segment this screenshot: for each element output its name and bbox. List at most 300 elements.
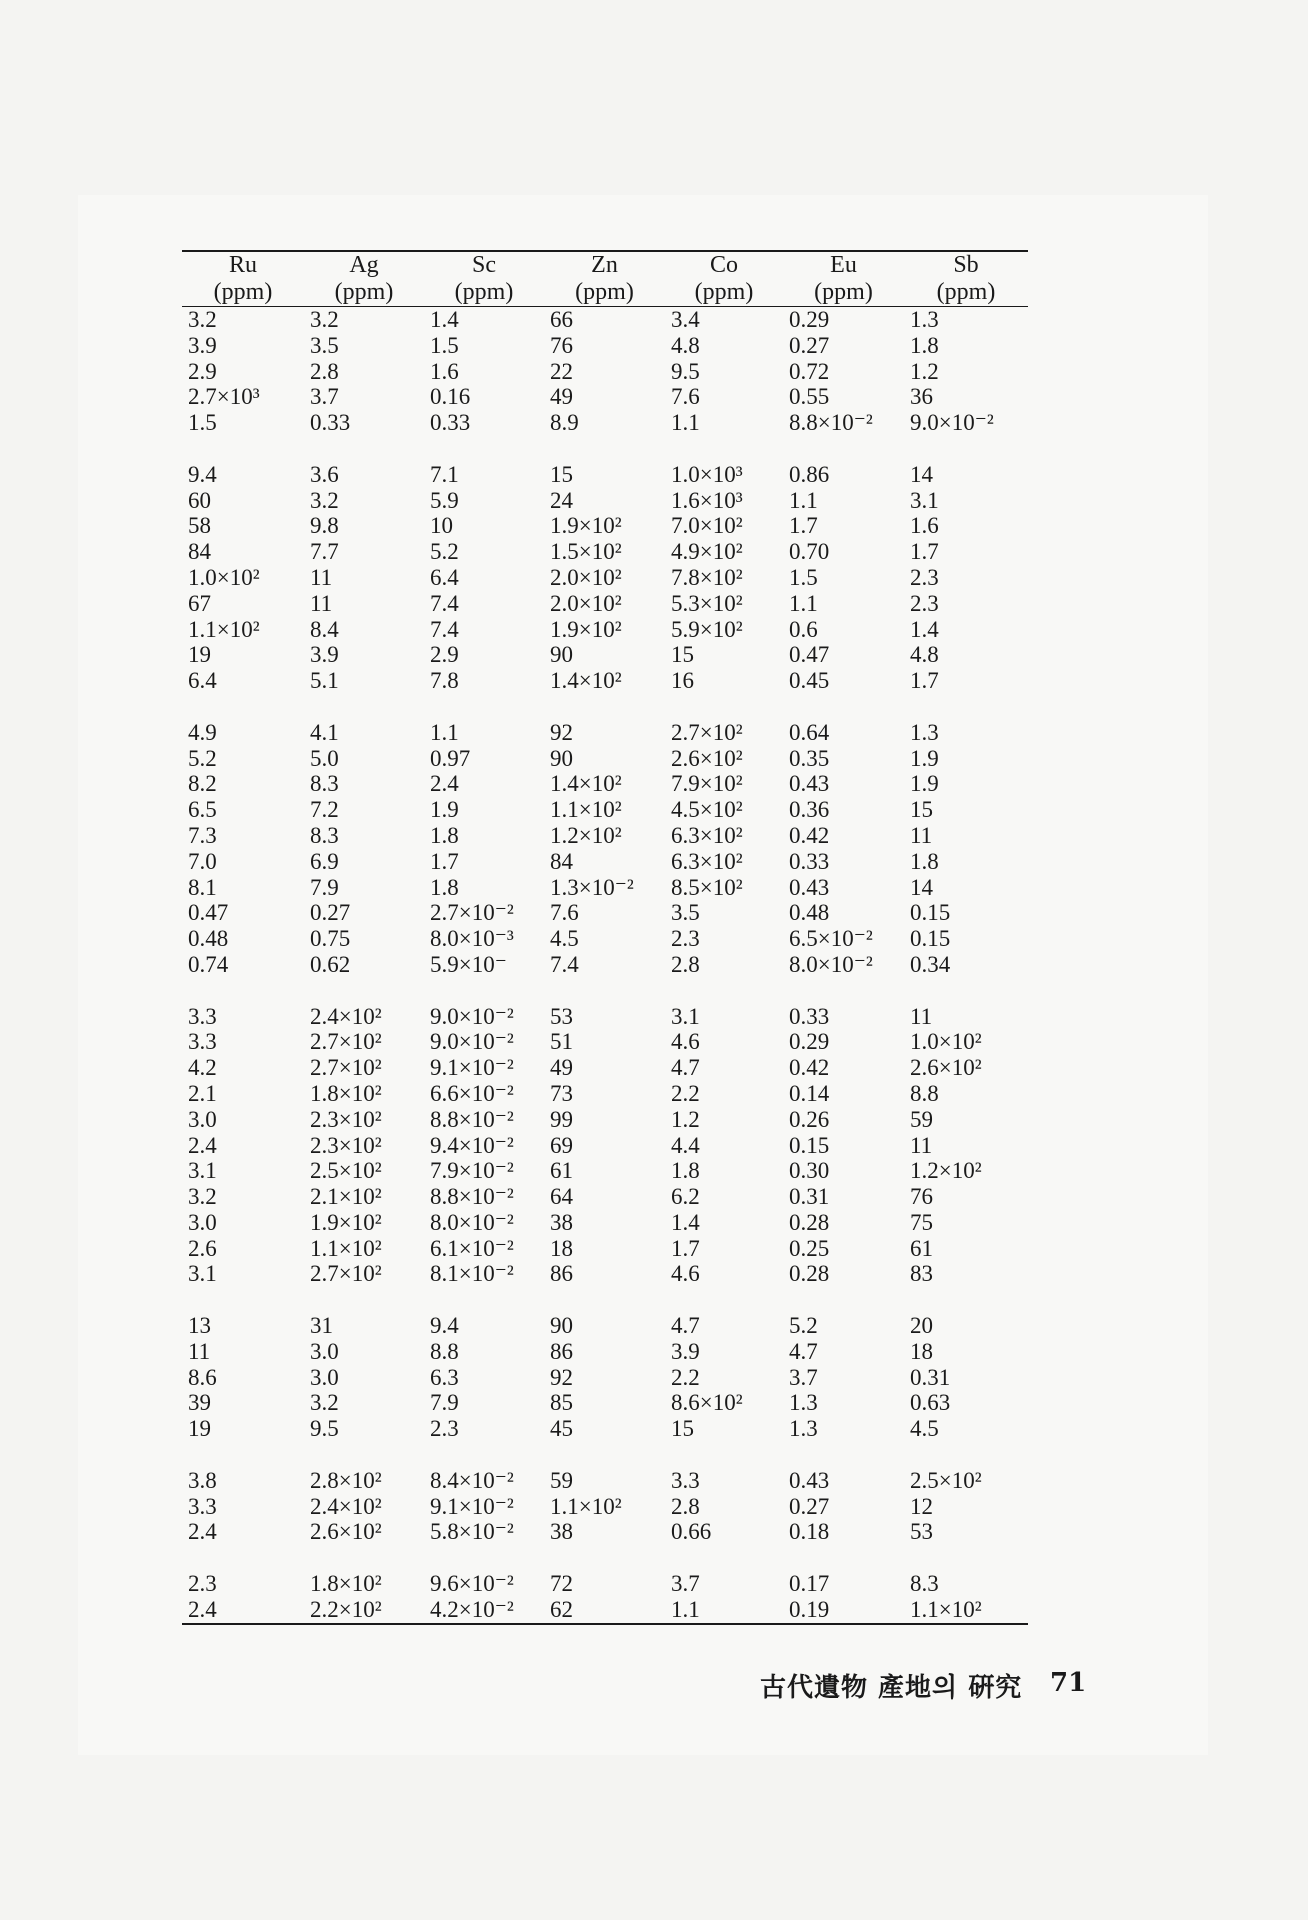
table-cell-zn: 1.9×10²: [550, 616, 622, 642]
table-cell-ag: 2.7×10²: [310, 1261, 382, 1287]
table-cell-co: 4.6: [671, 1261, 700, 1287]
header-names-row: [182, 252, 1028, 279]
table-cell-zn: 1.4×10²: [550, 771, 622, 797]
table-row: [182, 410, 1028, 436]
table-row: [182, 668, 1028, 694]
table-cell-ru: 4.2: [188, 1055, 217, 1081]
table-cell-ag: 3.2: [310, 487, 339, 513]
table-cell-zn: 69: [550, 1132, 573, 1158]
table-cell-sc: 1.4: [430, 307, 459, 332]
table-cell-eu: 0.6: [789, 616, 818, 642]
table-cell-eu: 0.43: [789, 771, 830, 797]
table-row: [182, 462, 1028, 488]
table-cell-sc: 5.8×10⁻²: [430, 1519, 514, 1545]
table-cell-zn: 7.4: [550, 951, 579, 977]
table-cell-ru: 8.6: [188, 1364, 217, 1390]
table-row: [182, 926, 1028, 952]
table-cell-ru: 2.6: [188, 1235, 217, 1261]
table-cell-co: 2.2: [671, 1364, 700, 1390]
table-cell-co: 1.1: [671, 410, 700, 436]
table-cell-sb: 1.3: [910, 719, 939, 745]
table-cell-co: 7.9×10²: [671, 771, 743, 797]
table-row: [182, 384, 1028, 410]
table-cell-co: 8.5×10²: [671, 874, 743, 900]
table-row: [182, 720, 1028, 746]
table-cell-zn: 1.1×10²: [550, 1493, 622, 1519]
table-cell-sb: 1.9: [910, 745, 939, 771]
table-row: [182, 359, 1028, 385]
table-cell-ru: 60: [188, 487, 211, 513]
table-cell-ru: 3.0: [188, 1106, 217, 1132]
table-cell-eu: 0.28: [789, 1209, 830, 1235]
table-cell-sc: 9.0×10⁻²: [430, 1029, 514, 1055]
table-cell-zn: 86: [550, 1261, 573, 1287]
table-cell-co: 6.3×10²: [671, 822, 743, 848]
table-cell-sb: 18: [910, 1338, 933, 1364]
table-cell-ag: 2.4×10²: [310, 1003, 382, 1029]
table-row: [182, 333, 1028, 359]
table-row: [182, 1519, 1028, 1545]
col-header-sc: Sc: [472, 252, 496, 278]
table-cell-sc: 1.8: [430, 822, 459, 848]
table-cell-ru: 4.9: [188, 719, 217, 745]
table-cell-zn: 84: [550, 848, 573, 874]
table-cell-ag: 7.7: [310, 539, 339, 565]
table-cell-eu: 8.8×10⁻²: [789, 410, 873, 436]
table-row: [182, 591, 1028, 617]
table-cell-co: 4.5×10²: [671, 797, 743, 823]
table-cell-co: 3.7: [671, 1571, 700, 1597]
table-cell-zn: 90: [550, 642, 573, 668]
table-cell-co: 3.9: [671, 1338, 700, 1364]
table-cell-zn: 18: [550, 1235, 573, 1261]
table-cell-sc: 6.4: [430, 564, 459, 590]
table-cell-sb: 2.6×10²: [910, 1055, 982, 1081]
table-cell-eu: 0.29: [789, 307, 830, 332]
table-cell-co: 1.8: [671, 1158, 700, 1184]
table-cell-ag: 2.2×10²: [310, 1596, 382, 1622]
table-cell-eu: 0.70: [789, 539, 830, 565]
table-cell-co: 1.0×10³: [671, 461, 743, 487]
spacer-cell: [182, 694, 1028, 720]
table-cell-zn: 92: [550, 1364, 573, 1390]
table-cell-sc: 1.1: [430, 719, 459, 745]
table-cell-sb: 0.15: [910, 900, 951, 926]
table-cell-co: 15: [671, 1416, 694, 1442]
table-cell-sb: 59: [910, 1106, 933, 1132]
table-cell-co: 4.7: [671, 1313, 700, 1339]
table-cell-eu: 0.72: [789, 358, 830, 384]
table-cell-zn: 8.9: [550, 410, 579, 436]
page-number: 71: [1050, 1668, 1087, 1698]
table-cell-eu: 0.14: [789, 1080, 830, 1106]
table-cell-co: 2.8: [671, 1493, 700, 1519]
table-cell-sc: 9.6×10⁻²: [430, 1571, 514, 1597]
table-cell-zn: 45: [550, 1416, 573, 1442]
table-cell-ru: 3.9: [188, 332, 217, 358]
table-cell-ag: 0.62: [310, 951, 351, 977]
table-cell-sb: 0.63: [910, 1390, 951, 1416]
table-cell-ag: 2.5×10²: [310, 1158, 382, 1184]
table-cell-ag: 7.9: [310, 874, 339, 900]
table-row: [182, 1029, 1028, 1055]
table-cell-co: 5.9×10²: [671, 616, 743, 642]
table-cell-sc: 1.8: [430, 874, 459, 900]
table-row: [182, 952, 1028, 978]
table-cell-sc: 5.9×10⁻: [430, 951, 507, 977]
table-cell-zn: 49: [550, 1055, 573, 1081]
table-cell-sc: 1.7: [430, 848, 459, 874]
table-cell-co: 3.4: [671, 307, 700, 332]
table-cell-zn: 2.0×10²: [550, 564, 622, 590]
table-cell-sb: 1.2×10²: [910, 1158, 982, 1184]
table-cell-sc: 8.8×10⁻²: [430, 1106, 514, 1132]
table-cell-sb: 1.9: [910, 771, 939, 797]
table-cell-eu: 1.5: [789, 564, 818, 590]
table-cell-ag: 3.5: [310, 332, 339, 358]
table-cell-co: 4.4: [671, 1132, 700, 1158]
table-cell-sb: 11: [910, 822, 933, 848]
col-header-zn: Zn: [591, 252, 618, 278]
table-cell-sc: 0.97: [430, 745, 471, 771]
table-cell-sb: 1.8: [910, 332, 939, 358]
table-cell-eu: 0.43: [789, 1467, 830, 1493]
table-cell-sc: 1.9: [430, 797, 459, 823]
table-row: [182, 1571, 1028, 1597]
table-cell-sc: 2.4: [430, 771, 459, 797]
table-cell-eu: 0.43: [789, 874, 830, 900]
table-cell-zn: 1.2×10²: [550, 822, 622, 848]
table-cell-sb: 1.4: [910, 616, 939, 642]
group-spacer: [182, 978, 1028, 1004]
spacer-cell: [182, 436, 1028, 462]
table-cell-zn: 1.5×10²: [550, 539, 622, 565]
table-row: [182, 1261, 1028, 1287]
table-cell-ru: 67: [188, 590, 211, 616]
table-cell-eu: 8.0×10⁻²: [789, 951, 873, 977]
table-cell-ru: 1.5: [188, 410, 217, 436]
table-cell-ag: 2.7×10²: [310, 1055, 382, 1081]
table-cell-co: 9.5: [671, 358, 700, 384]
table-cell-ru: 3.8: [188, 1467, 217, 1493]
table-cell-co: 2.6×10²: [671, 745, 743, 771]
table-cell-ru: 3.0: [188, 1209, 217, 1235]
table-cell-ag: 2.4×10²: [310, 1493, 382, 1519]
table-cell-zn: 61: [550, 1158, 573, 1184]
table-cell-zn: 72: [550, 1571, 573, 1597]
table-cell-eu: 0.25: [789, 1235, 830, 1261]
table-row: [182, 1210, 1028, 1236]
table-cell-sc: 8.4×10⁻²: [430, 1467, 514, 1493]
table-cell-co: 2.8: [671, 951, 700, 977]
table-cell-ag: 8.4: [310, 616, 339, 642]
table-cell-co: 5.3×10²: [671, 590, 743, 616]
table-cell-sc: 1.6: [430, 358, 459, 384]
table-cell-zn: 4.5: [550, 926, 579, 952]
table-cell-ag: 7.2: [310, 797, 339, 823]
table-cell-ru: 3.3: [188, 1003, 217, 1029]
table-cell-sc: 2.7×10⁻²: [430, 900, 514, 926]
table-cell-ag: 4.1: [310, 719, 339, 745]
table-row: [182, 1313, 1028, 1339]
table-cell-sb: 1.3: [910, 307, 939, 332]
table-cell-ag: 11: [310, 564, 333, 590]
table-body: [182, 307, 1028, 1623]
table-cell-co: 1.7: [671, 1235, 700, 1261]
table-cell-sc: 8.8×10⁻²: [430, 1184, 514, 1210]
table-cell-zn: 62: [550, 1596, 573, 1622]
table-cell-zn: 49: [550, 384, 573, 410]
table-row: [182, 1158, 1028, 1184]
table-cell-ag: 3.0: [310, 1338, 339, 1364]
table-row: [182, 746, 1028, 772]
table-cell-sb: 0.34: [910, 951, 951, 977]
table-row: [182, 1597, 1028, 1623]
table-cell-ru: 3.1: [188, 1158, 217, 1184]
running-title: 古代遺物 產地의 硏究: [760, 1673, 1023, 1703]
table-cell-sb: 14: [910, 461, 933, 487]
table-cell-ag: 1.1×10²: [310, 1235, 382, 1261]
table-row: [182, 1416, 1028, 1442]
table-cell-sb: 11: [910, 1132, 933, 1158]
table-cell-co: 6.2: [671, 1184, 700, 1210]
table-cell-zn: 1.3×10⁻²: [550, 874, 634, 900]
table-cell-sc: 8.1×10⁻²: [430, 1261, 514, 1287]
col-unit-sb: (ppm): [936, 279, 996, 305]
table-cell-ag: 8.3: [310, 822, 339, 848]
table-cell-sb: 1.2: [910, 358, 939, 384]
table-cell-eu: 0.27: [789, 332, 830, 358]
table-cell-sc: 7.4: [430, 590, 459, 616]
table-cell-ru: 2.4: [188, 1519, 217, 1545]
table-cell-sb: 20: [910, 1313, 933, 1339]
table-cell-zn: 66: [550, 307, 573, 332]
table-cell-ag: 3.2: [310, 307, 339, 332]
table-cell-zn: 38: [550, 1519, 573, 1545]
table-cell-eu: 1.3: [789, 1390, 818, 1416]
table-cell-ru: 2.7×10³: [188, 384, 260, 410]
table-cell-sb: 0.15: [910, 926, 951, 952]
table-cell-co: 1.6×10³: [671, 487, 743, 513]
table-cell-ag: 1.8×10²: [310, 1080, 382, 1106]
table-row: [182, 1081, 1028, 1107]
table-cell-zn: 15: [550, 461, 573, 487]
table-cell-ag: 2.3×10²: [310, 1106, 382, 1132]
data-table: [182, 252, 1028, 306]
table-cell-ag: 2.8: [310, 358, 339, 384]
table-cell-ru: 58: [188, 513, 211, 539]
table-cell-zn: 2.0×10²: [550, 590, 622, 616]
table-cell-ag: 9.8: [310, 513, 339, 539]
table-cell-ru: 19: [188, 1416, 211, 1442]
table-cell-sb: 1.7: [910, 539, 939, 565]
table-cell-ag: 3.0: [310, 1364, 339, 1390]
table-cell-co: 16: [671, 668, 694, 694]
col-unit-eu: (ppm): [814, 279, 873, 305]
table-cell-co: 8.6×10²: [671, 1390, 743, 1416]
table-cell-sc: 7.9×10⁻²: [430, 1158, 514, 1184]
table-cell-sb: 0.31: [910, 1364, 951, 1390]
table-cell-sc: 10: [430, 513, 453, 539]
table-cell-sb: 8.3: [910, 1571, 939, 1597]
table-cell-co: 3.3: [671, 1467, 700, 1493]
table-cell-sb: 3.1: [910, 487, 939, 513]
table-cell-co: 2.3: [671, 926, 700, 952]
table-row: [182, 488, 1028, 514]
table-cell-sc: 9.4×10⁻²: [430, 1132, 514, 1158]
table-header: [182, 252, 1028, 306]
table-cell-zn: 90: [550, 745, 573, 771]
table-cell-sc: 7.4: [430, 616, 459, 642]
table-cell-eu: 3.7: [789, 1364, 818, 1390]
table-cell-sb: 1.8: [910, 848, 939, 874]
table-cell-eu: 0.30: [789, 1158, 830, 1184]
table-row: [182, 617, 1028, 643]
table-cell-ru: 8.2: [188, 771, 217, 797]
element-concentration-table: [182, 250, 1028, 1625]
table-cell-zn: 38: [550, 1209, 573, 1235]
table-cell-sc: 1.5: [430, 332, 459, 358]
table-cell-zn: 24: [550, 487, 573, 513]
table-cell-sb: 15: [910, 797, 933, 823]
table-cell-sc: 7.1: [430, 461, 459, 487]
table-cell-ru: 6.5: [188, 797, 217, 823]
table-cell-ru: 1.1×10²: [188, 616, 260, 642]
data-table-body: [182, 307, 1028, 1623]
table-cell-ru: 7.0: [188, 848, 217, 874]
table-cell-ag: 2.6×10²: [310, 1519, 382, 1545]
group-spacer: [182, 694, 1028, 720]
bottom-rule: [182, 1623, 1028, 1625]
table-cell-ag: 3.7: [310, 384, 339, 410]
table-cell-sc: 0.33: [430, 410, 471, 436]
table-cell-sb: 1.6: [910, 513, 939, 539]
table-cell-ag: 5.0: [310, 745, 339, 771]
table-cell-sb: 36: [910, 384, 933, 410]
table-cell-co: 4.9×10²: [671, 539, 743, 565]
table-cell-sc: 6.1×10⁻²: [430, 1235, 514, 1261]
table-cell-eu: 0.19: [789, 1596, 830, 1622]
table-cell-sc: 9.4: [430, 1313, 459, 1339]
spacer-cell: [182, 1545, 1028, 1571]
table-cell-ru: 84: [188, 539, 211, 565]
group-spacer: [182, 1545, 1028, 1571]
table-cell-eu: 0.55: [789, 384, 830, 410]
col-header-co: Co: [709, 252, 738, 278]
table-cell-sc: 8.0×10⁻³: [430, 926, 514, 952]
table-cell-eu: 1.1: [789, 590, 818, 616]
table-cell-sc: 5.2: [430, 539, 459, 565]
table-row: [182, 1365, 1028, 1391]
table-cell-eu: 0.15: [789, 1132, 830, 1158]
table-cell-sc: 9.1×10⁻²: [430, 1493, 514, 1519]
table-cell-ru: 0.74: [188, 951, 229, 977]
table-cell-sb: 2.5×10²: [910, 1467, 982, 1493]
table-cell-zn: 1.9×10²: [550, 513, 622, 539]
col-unit-ag: (ppm): [334, 279, 394, 305]
table-cell-zn: 7.6: [550, 900, 579, 926]
table-cell-zn: 59: [550, 1467, 573, 1493]
table-cell-sc: 4.2×10⁻²: [430, 1596, 514, 1622]
table-cell-zn: 53: [550, 1003, 573, 1029]
table-cell-zn: 92: [550, 719, 573, 745]
table-cell-sc: 7.9: [430, 1390, 459, 1416]
col-unit-co: (ppm): [694, 279, 754, 305]
table-row: [182, 900, 1028, 926]
table-cell-sb: 75: [910, 1209, 933, 1235]
table-cell-eu: 1.7: [789, 513, 818, 539]
table-cell-ag: 2.7×10²: [310, 1029, 382, 1055]
table-cell-eu: 1.1: [789, 487, 818, 513]
table-cell-eu: 0.31: [789, 1184, 830, 1210]
table-cell-ru: 0.48: [188, 926, 229, 952]
table-cell-ag: 5.1: [310, 668, 339, 694]
table-cell-sb: 1.7: [910, 668, 939, 694]
table-row: [182, 1468, 1028, 1494]
table-cell-ru: 2.1: [188, 1080, 217, 1106]
table-cell-ru: 8.1: [188, 874, 217, 900]
table-cell-ag: 0.33: [310, 410, 351, 436]
table-cell-eu: 0.36: [789, 797, 830, 823]
table-row: [182, 849, 1028, 875]
table-cell-ag: 9.5: [310, 1416, 339, 1442]
table-cell-co: 4.8: [671, 332, 700, 358]
table-row: [182, 1004, 1028, 1030]
spacer-cell: [182, 1442, 1028, 1468]
table-cell-sc: 6.3: [430, 1364, 459, 1390]
table-cell-eu: 1.3: [789, 1416, 818, 1442]
table-cell-sc: 0.16: [430, 384, 471, 410]
table-cell-co: 7.6: [671, 384, 700, 410]
table-cell-ag: 1.8×10²: [310, 1571, 382, 1597]
table-cell-sc: 8.8: [430, 1338, 459, 1364]
table-cell-co: 1.1: [671, 1596, 700, 1622]
table-cell-ru: 7.3: [188, 822, 217, 848]
table-cell-ru: 3.2: [188, 1184, 217, 1210]
table-row: [182, 307, 1028, 333]
table-cell-eu: 6.5×10⁻²: [789, 926, 873, 952]
table-cell-sc: 9.0×10⁻²: [430, 1003, 514, 1029]
col-header-sb: Sb: [953, 252, 979, 278]
table-cell-ag: 11: [310, 590, 333, 616]
table-cell-ru: 6.4: [188, 668, 217, 694]
table-row: [182, 1339, 1028, 1365]
table-cell-eu: 4.7: [789, 1338, 818, 1364]
table-cell-ru: 1.0×10²: [188, 564, 260, 590]
table-cell-ru: 19: [188, 642, 211, 668]
table-cell-eu: 5.2: [789, 1313, 818, 1339]
table-cell-eu: 0.27: [789, 1493, 830, 1519]
table-row: [182, 1133, 1028, 1159]
col-header-eu: Eu: [830, 252, 857, 278]
table-cell-sb: 4.8: [910, 642, 939, 668]
table-cell-eu: 0.64: [789, 719, 830, 745]
table-cell-sb: 9.0×10⁻²: [910, 410, 994, 436]
table-row: [182, 797, 1028, 823]
table-cell-zn: 99: [550, 1106, 573, 1132]
table-row: [182, 1107, 1028, 1133]
table-cell-ag: 2.8×10²: [310, 1467, 382, 1493]
table-cell-ag: 2.3×10²: [310, 1132, 382, 1158]
table-cell-sb: 83: [910, 1261, 933, 1287]
table-cell-ag: 6.9: [310, 848, 339, 874]
table-cell-sc: 7.8: [430, 668, 459, 694]
table-cell-eu: 0.17: [789, 1571, 830, 1597]
spacer-cell: [182, 978, 1028, 1004]
table-cell-ru: 2.3: [188, 1571, 217, 1597]
table-row: [182, 1494, 1028, 1520]
table-cell-eu: 0.42: [789, 822, 830, 848]
